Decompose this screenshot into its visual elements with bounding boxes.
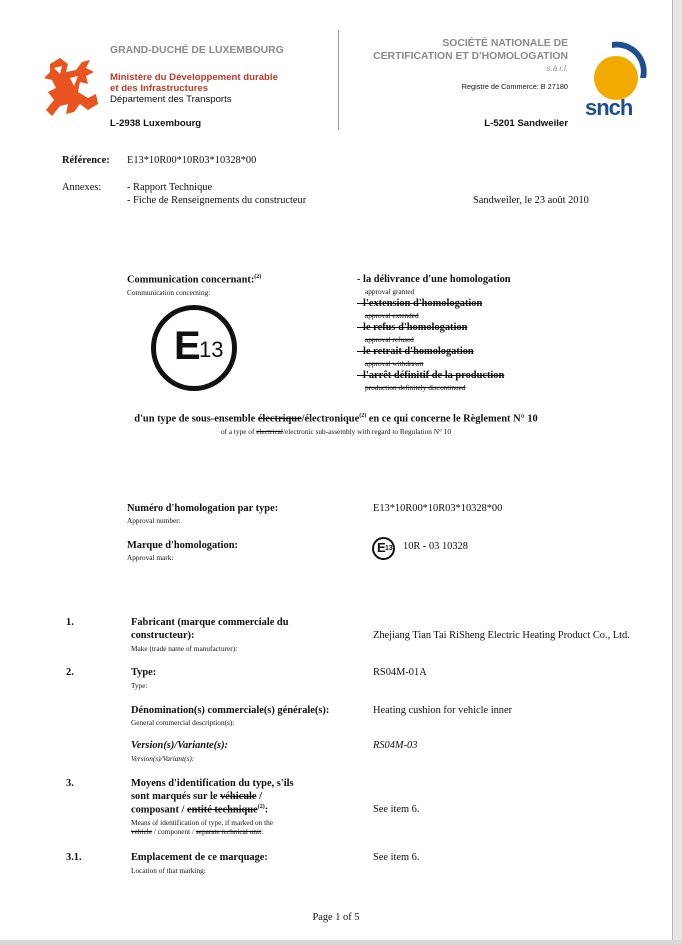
item-2c-label-en: Version(s)/Variant(s): [131,754,195,763]
approval-mark-label: Marque d'homologation: [127,540,238,551]
annex-item: - Fiche de Renseignements du constructeur [127,195,307,206]
right-address: L-5201 Sandweiler [484,118,568,129]
approval-number-label: Numéro d'homologation par type: [127,503,279,514]
snch-title-line2: CERTIFICATION ET D'HOMOLOGATION [373,51,568,62]
item-2-label-en: Type: [131,681,148,690]
page-number: Page 1 of 5 [312,912,360,923]
option-withdrawn: - le retrait d'homologation [357,346,474,357]
item-number: 2. [66,667,74,678]
item-2c-value: RS04M-03 [373,740,418,751]
item-1-label-line2: constructeur): [131,630,195,641]
page-bottom-edge [0,940,682,945]
emblem-letter: E [174,324,200,368]
snch-logo-text: snch [585,95,633,120]
communication-label-en: Communication concerning: [127,288,211,297]
type-line-en: of a type of electrical/electronic sub-assembly with regard to Regulation N° 10 [220,427,452,436]
page-scroll-edge [672,0,682,945]
item-number: 1. [66,617,74,628]
department: Département des Transports [110,94,232,105]
reference-value: E13*10R00*10R03*10328*00 [127,155,257,166]
item-2-label: Type: [131,667,157,678]
reference-label: Référence: [62,155,110,166]
item-31-label-en: Location of that marking: [131,866,206,875]
item-3-label-line1: Moyens d'identification du type, s'ils [131,778,294,789]
item-1-label-line1: Fabricant (marque commerciale du [131,617,289,628]
item-2c-label: Version(s)/Variante(s): [131,740,228,751]
item-1-value: Zhejiang Tian Tai RiSheng Electric Heating Product Co., Ltd. [373,630,630,641]
item-2b-value: Heating cushion for vehicle inner [373,705,513,716]
item-number: 3.1. [66,852,82,863]
item-31-value: See item 6. [373,852,420,863]
approval-mark-emblem: E 13 [372,537,395,560]
item-1-label-en: Make (trade name of manufacturer): [131,644,238,653]
emblem-number: 13 [199,337,224,362]
item-3-label-en-line2: vehicle / component / separate technical unit: [131,827,264,836]
item-3-label-line3: composant / entité technique$^{(2)}$: [131,804,269,816]
item-2b-label-en: General commercial description(s): [131,718,235,727]
option-granted: - la délivrance d'une homologation [357,274,511,285]
header-divider [338,30,339,130]
option-withdrawn-en: approval withdrawn [365,359,424,368]
approval-mark-value: 10R - 03 10328 [403,541,468,552]
approval-mark-label-en: Approval mark: [127,553,174,562]
luxembourg-lion-icon [40,54,102,120]
item-31-label: Emplacement de ce marquage: [131,852,268,863]
left-address: L-2938 Luxembourg [110,118,202,129]
e13-emblem [151,305,237,391]
option-extended-en: approval extended [365,311,419,320]
snch-title-line1: SOCIÉTÉ NATIONALE DE [442,38,568,49]
option-granted-en: approval granted [365,287,415,296]
legal-form: s.à r.l. [546,64,568,73]
place-date: Sandweiler, le 23 août 2010 [473,195,589,206]
option-discontinued-en: production definitely discontinued [365,383,466,392]
item-3-label-line2: sont marqués sur le véhicule / [131,791,262,802]
item-2-value: RS04M-01A [373,667,427,678]
approval-number-label-en: Approval number: [127,516,181,525]
approval-number-value: E13*10R00*10R03*10328*00 [373,503,503,514]
option-extended: - l'extension d'homologation [357,298,483,309]
ministry-line2: et des Infrastructures [110,83,209,94]
type-line-fr: d'un type de sous-ensemble électrique/électronique$^{(2)}$ en ce qui concerne le Règlement N° 10 [134,413,538,425]
option-discontinued: - l'arrêt définitif de la production [357,370,505,381]
annexes-label: Annexes: [62,182,102,193]
item-3-value: See item 6. [373,804,420,815]
item-2b-label: Dénomination(s) commerciale(s) générale(s): [131,705,330,716]
option-refused: - le refus d'homologation [357,322,468,333]
item-number: 3. [66,778,74,789]
communication-label: Communication concernant:$^{(2)}$ [127,274,262,286]
annex-item: - Rapport Technique [127,182,213,193]
item-3-label-en-line1: Means of identification of type, if marked on the [131,818,274,827]
registry: Registre de Commerce: B 27180 [461,82,568,91]
country-title: GRAND-DUCHÉ DE LUXEMBOURG [110,45,284,56]
ministry-line1: Ministère du Développement durable [110,72,278,83]
option-refused-en: approval refused [365,335,414,344]
